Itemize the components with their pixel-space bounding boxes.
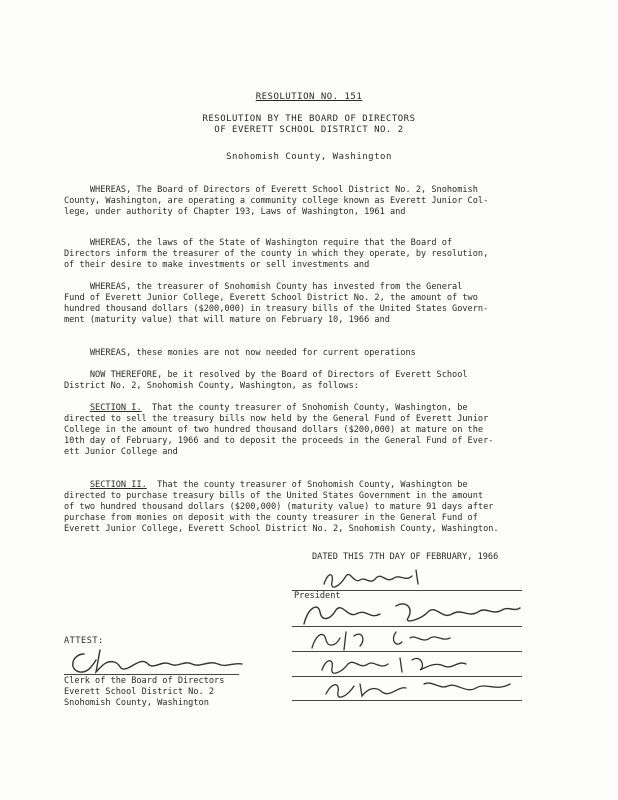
director-signature-1	[296, 598, 526, 628]
resolved-paragraph: NOW THEREFORE, be it resolved by the Board of Directors of Everett School District No. 2, Snohomish County, Washington, as follows:	[64, 370, 468, 391]
director-signature-2	[306, 626, 456, 652]
resolution-number: RESOLUTION NO. 151	[255, 92, 363, 102]
section-1-text: That the county treasurer of Snohomish County, Washington, be directed to sell the treasury bills now held by the General Fund of Everett Junior College in the amount of two hundred thousand dollars ($200,000) at mature on the 10th day of February, 1966 and to deposit the proceeds in the General Fund of Ever- ett Junior College and	[64, 403, 494, 457]
section-1-paragraph	[64, 403, 564, 458]
clerk-signature	[66, 646, 246, 676]
clerk-title-block: Clerk of the Board of Directors Everett School District No. 2 Snohomish County, Washington	[64, 676, 225, 708]
director-signature-3	[316, 652, 486, 676]
resolution-title-line2: OF EVERETT SCHOOL DISTRICT NO. 2	[214, 125, 404, 135]
location-line: Snohomish County, Washington	[226, 152, 392, 162]
director-signature-4	[320, 676, 520, 700]
whereas-paragraph-3: WHEREAS, the treasurer of Snohomish County has invested from the General Fund of Everett Junior College, Everett School District No. 2, the amount of two hundred thousand dollars ($200,000) in treasury bills of the United States Govern- ment (maturity value) that will mature on February 10, 1966 and	[64, 282, 489, 325]
whereas-paragraph-2: WHEREAS, the laws of the State of Washington require that the Board of Directors inform the treasurer of the county in which they operate, by resolution, of their desire to make investments or sell investments and	[64, 238, 489, 270]
section-2-label: SECTION II.	[89, 480, 147, 490]
section-2-paragraph	[64, 480, 564, 535]
section-1-label: SECTION I.	[89, 403, 142, 413]
director-signature-line-4	[292, 700, 522, 701]
clerk-signature-line	[64, 674, 239, 675]
president-signature	[320, 566, 440, 592]
whereas-paragraph-1: WHEREAS, The Board of Directors of Everett School District No. 2, Snohomish County, Washington, are operating a community college known as Everett Junior Col- lege, under authority of Chapter 193, Laws of Washington, 1961 and	[64, 185, 489, 217]
attest-label: ATTEST:	[64, 636, 104, 646]
section-2-text: That the county treasurer of Snohomish County, Washington be directed to purchase treasury bills of the United States Government in the amount of two hundred thousand dollars ($200,000) (maturity value) to mature 91 days after purchase from monies on deposit with the county treasurer in the General Fund of Everett Junior College, Everett School District No. 2, Snohomish County, Washington.	[64, 480, 499, 534]
whereas-paragraph-4: WHEREAS, these monies are not now needed for current operations	[64, 348, 416, 358]
president-label: President	[294, 591, 341, 601]
dated-line: DATED THIS 7TH DAY OF FEBRUARY, 1966	[312, 552, 499, 562]
resolution-title-line1: RESOLUTION BY THE BOARD OF DIRECTORS	[202, 114, 416, 124]
